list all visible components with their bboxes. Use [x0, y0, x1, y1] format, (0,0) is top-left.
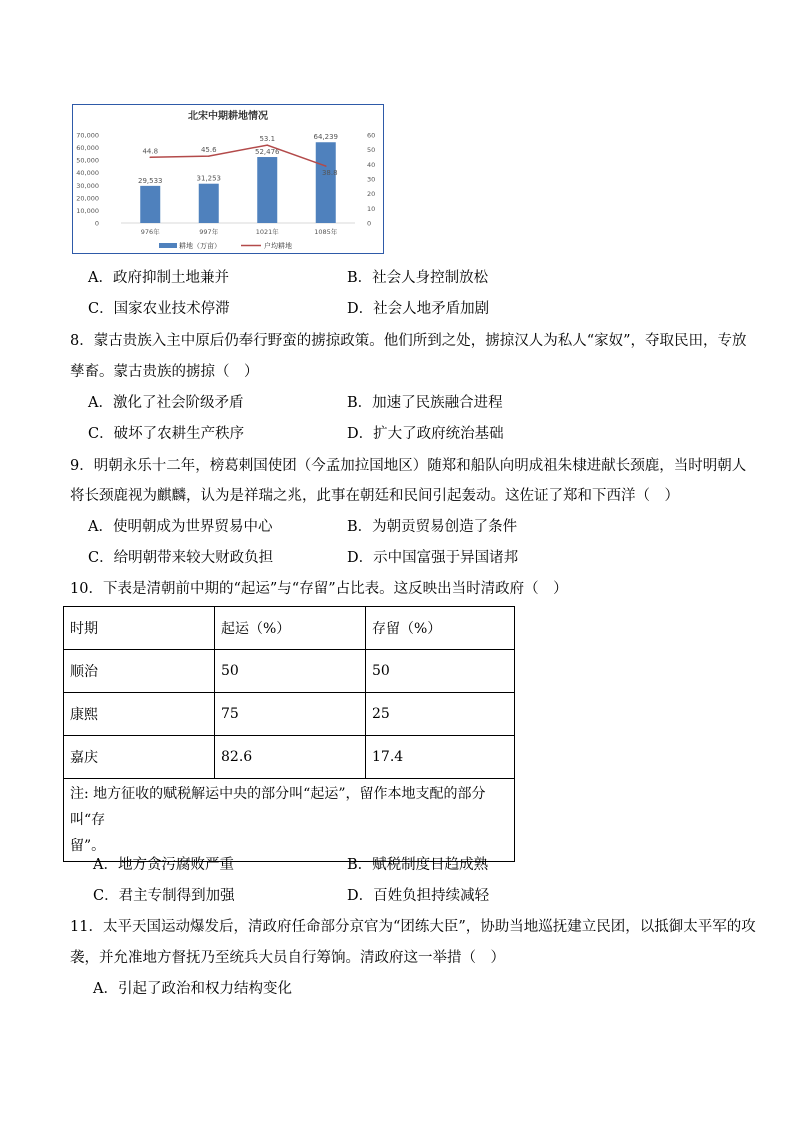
legend-bar-label: 耕地（万亩） [179, 242, 221, 250]
line-value-label: 45.6 [200, 146, 217, 155]
x-tick-labels [141, 227, 338, 236]
table-note-line1: 注: 地方征收的赋税解运中央的部分叫“起运”，留作本地支配的部分叫“存 [70, 786, 486, 828]
left-tick-label: 10,000 [76, 206, 99, 215]
q7-option-b[interactable]: B．社会人身控制放松 [347, 270, 489, 286]
x-tick-label: 997年 [199, 228, 219, 236]
table-cell: 25 [366, 693, 515, 736]
bar [199, 184, 219, 223]
bar [257, 157, 277, 223]
chart-title: 北宋中期耕地情况 [188, 111, 268, 122]
right-tick-label: 60 [367, 131, 376, 140]
left-tick-label: 30,000 [76, 181, 99, 190]
line-data-labels [142, 135, 337, 177]
table-cell: 康熙 [64, 693, 215, 736]
table-cell: 顺治 [64, 650, 215, 693]
table-cell: 75 [215, 693, 366, 736]
bar-value-label: 29,533 [138, 176, 163, 185]
q8-option-d[interactable]: D．扩大了政府统治基础 [347, 426, 504, 442]
q10-option-b[interactable]: B．赋税制度日趋成熟 [347, 857, 489, 873]
line-point [149, 156, 151, 158]
table-cell: 17.4 [366, 736, 515, 779]
x-tick-label: 1085年 [314, 228, 338, 236]
table-cell: 50 [366, 650, 515, 693]
line-value-label: 53.1 [259, 135, 276, 144]
line-series [149, 144, 326, 167]
tax-ratio-table [63, 606, 515, 862]
line-point [208, 155, 210, 157]
q9-option-a[interactable]: A．使明朝成为世界贸易中心 [88, 519, 273, 535]
bar [140, 186, 160, 223]
table-cell: 82.6 [215, 736, 366, 779]
q8-stem-line1: 8．蒙古贵族入主中原后仍奉行野蛮的掳掠政策。他们所到之处，掳掠汉人为私人“家奴”，夺取民田，专放 [70, 333, 747, 349]
q8-option-a[interactable]: A．激化了社会阶级矛盾 [88, 395, 244, 411]
chart-svg [73, 105, 383, 253]
left-tick-label: 70,000 [76, 131, 99, 140]
x-tick-label: 976年 [140, 228, 160, 236]
table-row [64, 650, 515, 693]
q8-option-c[interactable]: C．破坏了农耕生产秩序 [88, 426, 245, 442]
q11-stem-line2: 袭，并允准地方督抚乃至统兵大员自行筹饷。清政府这一举措（ ） [70, 950, 505, 966]
x-tick-label: 1021年 [255, 228, 279, 236]
right-axis-ticks [367, 132, 375, 228]
farmland-chart [72, 104, 384, 254]
q10-stem: 10．下表是清朝前中期的“起运”与“存留”占比表。这反映出当时清政府（ ） [70, 581, 568, 597]
table-header-row [64, 607, 515, 650]
right-tick-label: 30 [367, 175, 376, 184]
q10-option-c[interactable]: C．君主专制得到加强 [93, 888, 235, 904]
bar-series [140, 142, 336, 223]
left-tick-label: 0 [94, 219, 99, 228]
q9-option-c[interactable]: C．给明朝带来较大财政负担 [88, 550, 274, 566]
q7-option-d[interactable]: D．社会人地矛盾加剧 [347, 301, 490, 317]
q7-option-c[interactable]: C．国家农业技术停滞 [88, 301, 230, 317]
q8-stem-line2: 孳畜。蒙古贵族的掳掠（ ） [70, 364, 259, 380]
left-tick-label: 40,000 [76, 169, 99, 178]
q11-stem-line1: 11．太平天国运动爆发后，清政府任命部分京官为“团练大臣”，协助当地巡抚建立民团，以抵御太平军的攻 [70, 919, 756, 935]
chart-legend [159, 241, 292, 250]
table-header-cell: 时期 [64, 607, 215, 650]
left-tick-label: 20,000 [76, 194, 99, 203]
q10-option-a[interactable]: A．地方贪污腐败严重 [93, 857, 234, 873]
right-tick-label: 40 [367, 160, 376, 169]
legend-bar-swatch [159, 243, 177, 248]
table-note-row [64, 779, 515, 862]
line-point [266, 144, 268, 146]
table-header-cell: 存留（%） [366, 607, 515, 650]
line-point [325, 165, 327, 167]
table-note [64, 779, 515, 862]
bar-value-label: 64,239 [313, 133, 338, 142]
bar-value-label: 52,476 [255, 148, 280, 157]
right-tick-label: 0 [367, 219, 372, 228]
right-tick-label: 50 [367, 146, 376, 155]
table-cell: 50 [215, 650, 366, 693]
q7-option-a[interactable]: A．政府抑制土地兼并 [88, 270, 229, 286]
series-line [150, 145, 326, 166]
left-tick-label: 50,000 [76, 156, 99, 165]
bar-value-label: 31,253 [196, 174, 221, 183]
q9-stem-line2: 将长颈鹿视为麒麟，认为是祥瑞之兆，此事在朝廷和民间引起轰动。这佐证了郑和下西洋（ ） [70, 488, 679, 504]
left-axis-ticks [76, 132, 99, 228]
line-value-label: 44.8 [142, 147, 159, 156]
right-tick-label: 10 [367, 204, 376, 213]
table-cell: 嘉庆 [64, 736, 215, 779]
table-row [64, 693, 515, 736]
table-row [64, 736, 515, 779]
right-tick-label: 20 [367, 190, 376, 199]
q8-option-b[interactable]: B．加速了民族融合进程 [347, 395, 503, 411]
left-tick-label: 60,000 [76, 144, 99, 153]
q11-option-a[interactable]: A．引起了政治和权力结构变化 [93, 981, 292, 997]
line-value-label: 38.8 [321, 169, 338, 178]
table-note-line2: 留”。 [70, 838, 106, 854]
q10-option-d[interactable]: D．百姓负担持续减轻 [347, 888, 490, 904]
bar [316, 142, 336, 223]
legend-line-label: 户均耕地 [264, 242, 292, 250]
q9-stem-line1: 9．明朝永乐十二年，榜葛剌国使团（今孟加拉国地区）随郑和船队向明成祖朱棣进献长颈鹿，当时明朝人 [70, 458, 747, 474]
q9-option-b[interactable]: B．为朝贡贸易创造了条件 [347, 519, 518, 535]
q9-option-d[interactable]: D．示中国富强于异国诸邦 [347, 550, 519, 566]
table-header-cell: 起运（%） [215, 607, 366, 650]
